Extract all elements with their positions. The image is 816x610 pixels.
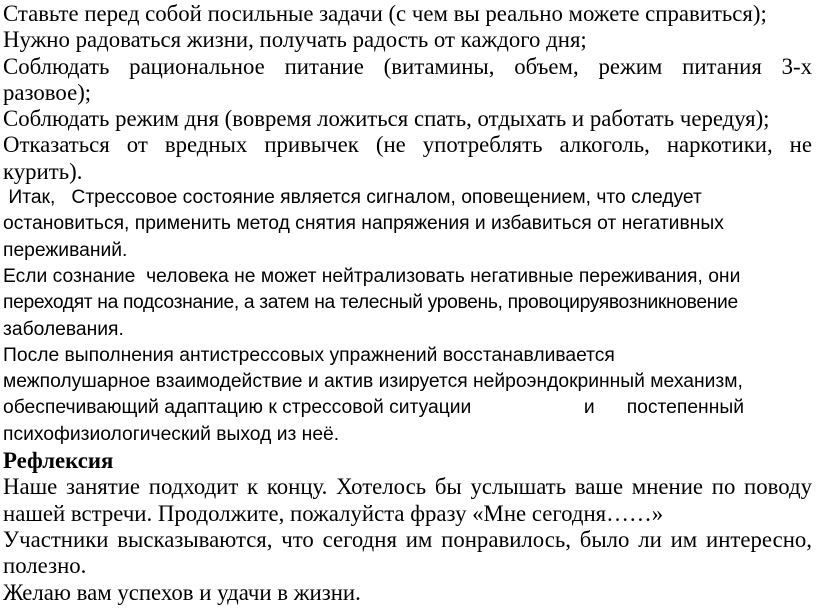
text-line: Ставьте перед собой посильные задачи (с чем вы реально можете справиться); bbox=[3, 1, 767, 26]
text-line: нашей встречи. Продолжите, пожалуйста фразу «Мне сегодня……» bbox=[3, 500, 664, 526]
text-line: Желаю вам успехов и удачи в жизни. bbox=[3, 579, 361, 605]
text-line: Нужно радоваться жизни, получать радость от каждого дня; bbox=[3, 27, 587, 53]
text-line: переживаний. bbox=[3, 239, 128, 261]
text-line: межполушарное взаимодействие и актив изируется нейроэндокринный механизм, bbox=[3, 371, 743, 393]
text-line: Участники высказываются, что сегодня им понравилось, было ли им интересно, bbox=[3, 526, 812, 552]
text-line: переходят на подсознание, а затем на телесный уровень, провоцируявозникновение bbox=[3, 292, 738, 314]
text-line: курить). bbox=[3, 158, 83, 184]
text-line: остановиться, применить метод снятия напряжения и избавиться от негативных bbox=[3, 213, 724, 235]
text-line: Наше занятие подходит к концу. Хотелось бы услышать ваше мнение по поводу bbox=[3, 474, 812, 500]
text-line: Соблюдать рациональное питание (витамины, объем, режим питания 3-х bbox=[3, 53, 812, 79]
text-line: Соблюдать режим дня (вовремя ложиться спать, отдыхать и работать чередуя); bbox=[3, 106, 770, 132]
text-line: обеспечивающий адаптацию к стрессовой ситуации и постепенный bbox=[3, 397, 744, 419]
text-line: разовое); bbox=[3, 79, 92, 105]
text-line: Итак, Стрессовое состояние является сигналом, оповещением, что следует bbox=[3, 187, 702, 209]
section-heading: Рефлексия bbox=[3, 448, 114, 474]
text-line: полезно. bbox=[3, 553, 87, 579]
text-line: психофизиологический выход из неё. bbox=[3, 423, 340, 445]
text-line: заболевания. bbox=[3, 318, 124, 340]
text-line: После выполнения антистрессовых упражнений восстанавливается bbox=[3, 344, 615, 366]
text-line: Если сознание человека не может нейтрализовать негативные переживания, они bbox=[3, 265, 741, 287]
text-line: Отказаться от вредных привычек (не употреблять алкоголь, наркотики, не bbox=[3, 132, 812, 158]
